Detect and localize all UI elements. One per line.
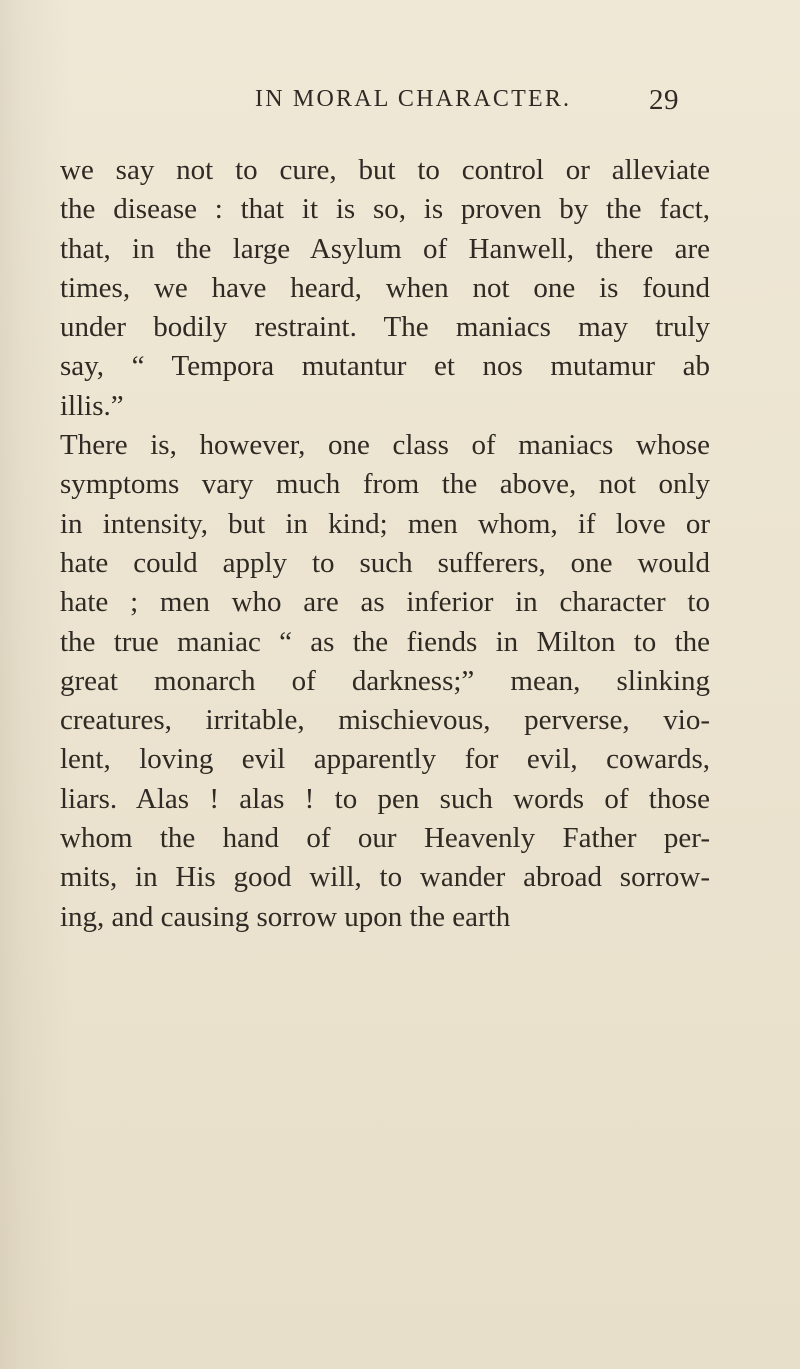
text-line: that, in the large Asylum of Hanwell, there are	[60, 232, 710, 265]
body-text	[60, 151, 710, 937]
text-line: in intensity, but in kind; men whom, if love or	[60, 507, 710, 540]
text-line: liars. Alas ! alas ! to pen such words of those	[60, 782, 710, 815]
text-line: symptoms vary much from the above, not only	[60, 468, 710, 501]
text-line: whom the hand of our Heavenly Father per-	[60, 822, 710, 855]
text-line: the true maniac “ as the fiends in Milton to the	[60, 625, 710, 658]
page-number: 29	[649, 84, 679, 116]
text-line: under bodily restraint. The maniacs may truly	[60, 311, 710, 344]
text-line: hate could apply to such sufferers, one would	[60, 546, 710, 579]
text-line: lent, loving evil apparently for evil, cowards,	[60, 743, 710, 776]
text-line: say, “ Tempora mutantur et nos mutamur ab	[60, 350, 710, 383]
text-line: mits, in His good will, to wander abroad sorrow-	[60, 861, 710, 894]
running-title: IN MORAL CHARACTER.	[255, 86, 572, 112]
text-line: illis.”	[60, 389, 124, 422]
text-line: There is, however, one class of maniacs whose	[60, 429, 710, 462]
text-line: we say not to cure, but to control or alleviate	[60, 154, 710, 186]
text-line: times, we have heard, when not one is found	[60, 271, 710, 304]
text-line: the disease : that it is so, is proven by the fact,	[60, 193, 710, 226]
text-line: ing, and causing sorrow upon the earth	[60, 900, 511, 933]
running-head	[0, 84, 800, 124]
text-line: hate ; men who are as inferior in character to	[60, 586, 710, 619]
text-line: creatures, irritable, mischievous, perverse, vio-	[60, 704, 710, 737]
text-line: great monarch of darkness;” mean, slinking	[60, 664, 710, 697]
